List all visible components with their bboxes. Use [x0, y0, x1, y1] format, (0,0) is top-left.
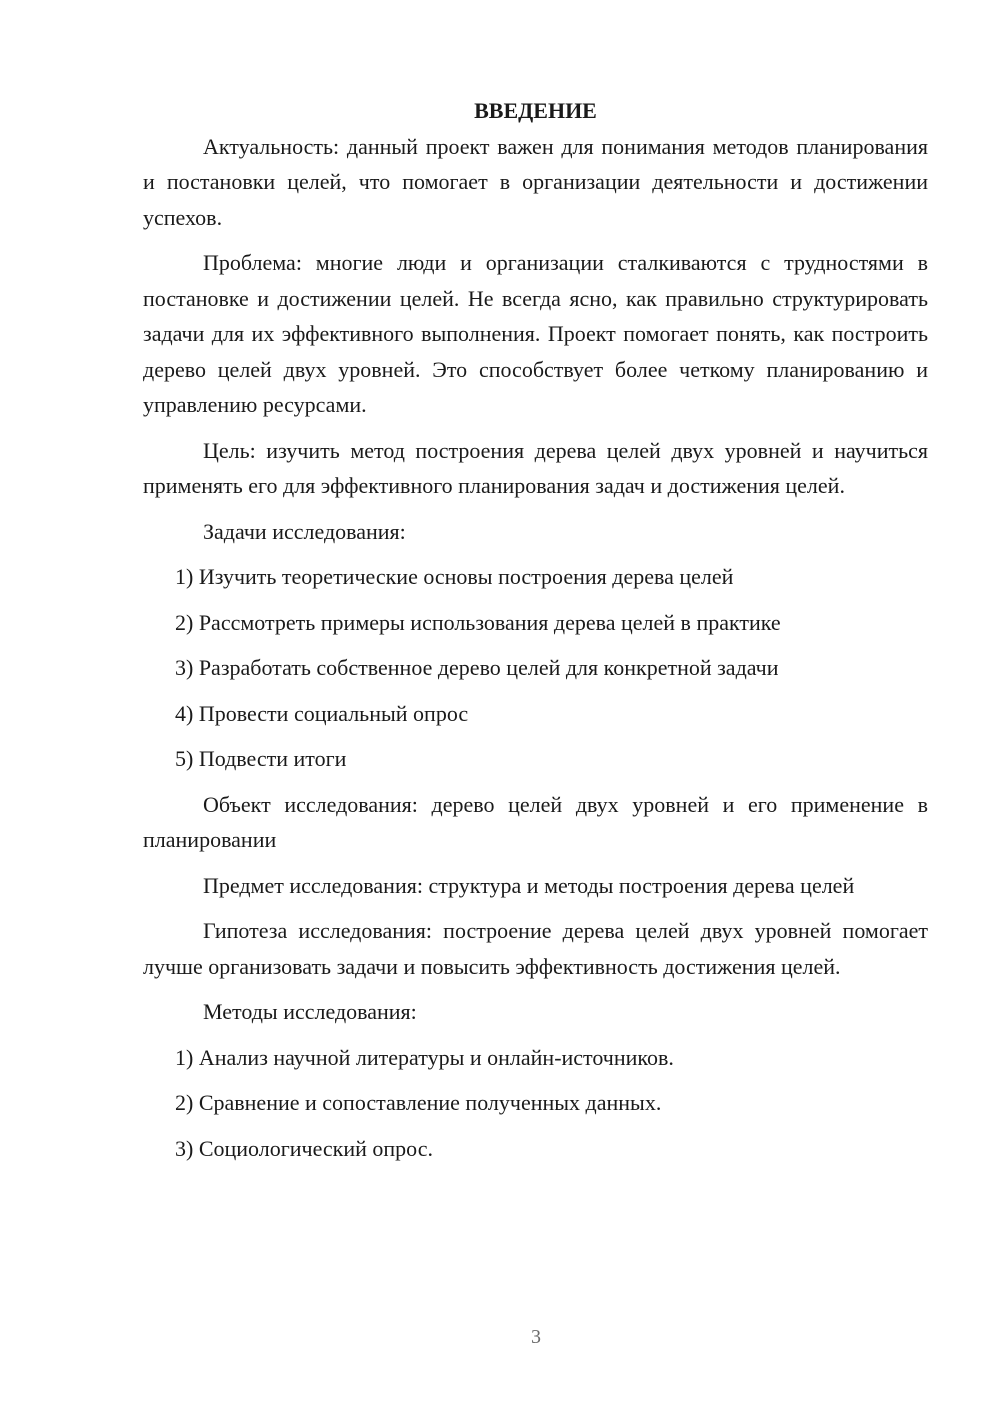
task-item: 3) Разработать собственное дерево целей для конкретной задачи: [175, 655, 779, 680]
object-paragraph: Объект исследования: дерево целей двух уровней и его применение в планировании: [143, 791, 928, 852]
page-content: [143, 93, 928, 1176]
task-item: 4) Провести социальный опрос: [175, 700, 469, 726]
methods-heading: Методы исследования:: [203, 999, 417, 1024]
method-item: 3) Социологический опрос.: [175, 1135, 433, 1161]
hypothesis-paragraph: Гипотеза исследования: построение дерева целей двух уровней помогает лучше организовать задачи и повысить эффективность достижения целей.: [143, 918, 928, 979]
method-item: 2) Сравнение и сопоставление полученных данных.: [175, 1090, 662, 1115]
task-item: 5) Подвести итоги: [175, 746, 347, 771]
task-item: 1) Изучить теоретические основы построения дерева целей: [175, 564, 734, 589]
method-item: 1) Анализ научной литературы и онлайн-источников.: [175, 1044, 674, 1070]
subject-paragraph: Предмет исследования: структура и методы построения дерева целей: [203, 872, 855, 898]
problem-paragraph: Проблема: многие люди и организации сталкиваются с трудностями в постановке и достижении целей. Не всегда ясно, как правильно структурировать задачи для их эффективного выполнения. Проект помогает понять, как построить дерево целей двух уровней. Это способствует более четкому планированию и управлению ресурсами.: [143, 250, 928, 417]
tasks-heading: Задачи исследования:: [203, 518, 406, 544]
page-number: 3: [531, 1326, 541, 1348]
relevance-paragraph: Актуальность: данный проект важен для понимания методов планирования и постановки целей, что помогает в организации деятельности и достижении успехов.: [143, 133, 928, 230]
goal-paragraph: Цель: изучить метод построения дерева целей двух уровней и научиться применять его для эффективного планирования задач и достижения целей.: [143, 437, 928, 498]
task-item: 2) Рассмотреть примеры использования дерева целей в практике: [175, 609, 781, 635]
section-title: ВВЕДЕНИЕ: [474, 98, 597, 123]
